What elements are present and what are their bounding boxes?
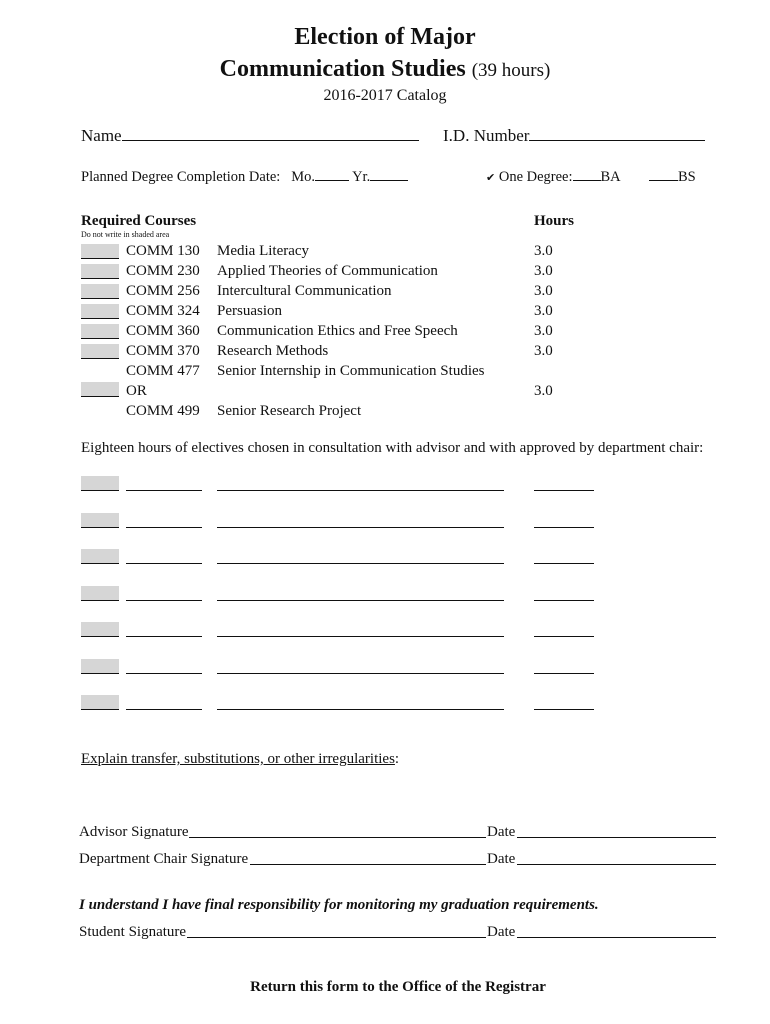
advisor-signature-field[interactable] (189, 837, 486, 838)
catalog-year: 2016-2017 Catalog (323, 87, 447, 104)
elective-title-field[interactable] (217, 709, 504, 710)
shaded-box (81, 513, 119, 528)
course-title: Research Methods (217, 343, 329, 359)
elective-title-field[interactable] (217, 636, 504, 637)
course-code: COMM 256 (126, 283, 200, 299)
elective-title-field[interactable] (217, 490, 504, 491)
degree-row (486, 168, 621, 186)
student-date-field[interactable] (517, 937, 716, 938)
id-row (443, 126, 705, 146)
course-code: COMM 130 (126, 243, 200, 259)
bs-label: BS (678, 169, 696, 185)
course-hours: 3.0 (534, 343, 553, 359)
course-code: COMM 360 (126, 323, 200, 339)
course-hours: 3.0 (534, 283, 553, 299)
course-title: Intercultural Communication (217, 283, 392, 299)
course-hours: 3.0 (534, 243, 553, 259)
course-code: COMM 230 (126, 263, 200, 279)
bs-row (649, 168, 696, 186)
chair-signature-field[interactable] (250, 864, 486, 865)
name-field[interactable] (122, 126, 419, 141)
shaded-box (81, 476, 119, 491)
date-label: Date (487, 924, 516, 940)
form-subtitle (0, 56, 770, 83)
elective-code-field[interactable] (126, 490, 202, 491)
course-code: COMM 370 (126, 343, 200, 359)
shaded-box (81, 324, 119, 339)
shaded-note: Do not write in shaded area (81, 230, 170, 239)
elective-code-field[interactable] (126, 709, 202, 710)
shaded-box (81, 344, 119, 359)
or-label: OR (126, 383, 147, 399)
elective-title-field[interactable] (217, 600, 504, 601)
elective-hours-field[interactable] (534, 636, 594, 637)
shaded-box (81, 549, 119, 564)
elective-code-field[interactable] (126, 600, 202, 601)
ba-label: BA (600, 169, 621, 185)
shaded-box (81, 586, 119, 601)
course-code: COMM 324 (126, 303, 200, 319)
elective-hours-field[interactable] (534, 709, 594, 710)
check-icon: ✔ (486, 172, 496, 184)
course-hours: 3.0 (534, 263, 553, 279)
shaded-box (81, 659, 119, 674)
elective-code-field[interactable] (126, 527, 202, 528)
year-label: Yr. (352, 169, 371, 185)
shaded-box (81, 244, 119, 259)
advisor-date-field[interactable] (517, 837, 716, 838)
shaded-box (81, 382, 119, 397)
month-field[interactable] (315, 168, 349, 181)
bs-field[interactable] (649, 168, 678, 181)
id-label: I.D. Number (443, 126, 530, 145)
course-title: Communication Ethics and Free Speech (217, 323, 458, 339)
electives-instructions: Eighteen hours of electives chosen in consultation with advisor and with approved by department chair: (81, 440, 704, 456)
elective-hours-field[interactable] (534, 673, 594, 674)
course-title: Persuasion (217, 303, 282, 319)
hours-heading: Hours (534, 213, 575, 229)
shaded-box (81, 284, 119, 299)
chair-signature-label: Department Chair Signature (79, 851, 249, 867)
irregularities-label: Explain transfer, substitutions, or other irregularities (81, 751, 395, 767)
elective-code-field[interactable] (126, 563, 202, 564)
student-signature-field[interactable] (187, 937, 486, 938)
elective-title-field[interactable] (217, 673, 504, 674)
required-courses-heading: Required Courses (81, 213, 197, 229)
elective-hours-field[interactable] (534, 600, 594, 601)
course-hours: 3.0 (534, 303, 553, 319)
year-field[interactable] (370, 168, 408, 181)
course-code: COMM 499 (126, 403, 200, 419)
major-name: Communication Studies (219, 56, 466, 82)
shaded-box (81, 264, 119, 279)
course-code: COMM 477 (126, 363, 200, 379)
id-number-field[interactable] (529, 126, 705, 141)
ba-field[interactable] (573, 168, 601, 181)
elective-title-field[interactable] (217, 563, 504, 564)
student-signature-label: Student Signature (79, 924, 187, 940)
course-title: Senior Internship in Communication Studies (217, 363, 485, 379)
elective-title-field[interactable] (217, 527, 504, 528)
shaded-box (81, 304, 119, 319)
name-label: Name (81, 126, 122, 145)
month-label: Mo. (291, 169, 315, 185)
acknowledgement-text: I understand I have final responsibility for monitoring my graduation requirements. (79, 897, 599, 913)
elective-code-field[interactable] (126, 636, 202, 637)
course-hours: 3.0 (534, 383, 553, 399)
elective-hours-field[interactable] (534, 527, 594, 528)
one-degree-label: One Degree: (498, 169, 573, 185)
major-hours: (39 hours) (471, 60, 551, 81)
shaded-box (81, 622, 119, 637)
elective-hours-field[interactable] (534, 490, 594, 491)
course-title: Senior Research Project (217, 403, 362, 419)
shaded-box (81, 695, 119, 710)
completion-row (81, 168, 408, 186)
name-row (81, 126, 419, 146)
elective-hours-field[interactable] (534, 563, 594, 564)
course-title: Media Literacy (217, 243, 310, 259)
chair-date-field[interactable] (517, 864, 716, 865)
irregularities-row: Explain transfer, substitutions, or other irregularities: (81, 751, 400, 767)
return-instructions: Return this form to the Office of the Registrar (250, 979, 546, 995)
date-label: Date (487, 851, 516, 867)
form-title: Election of Major (294, 24, 476, 50)
elective-code-field[interactable] (126, 673, 202, 674)
course-title: Applied Theories of Communication (217, 263, 438, 279)
date-label: Date (487, 824, 516, 840)
advisor-signature-label: Advisor Signature (79, 824, 189, 840)
completion-label: Planned Degree Completion Date: (81, 169, 281, 185)
course-hours: 3.0 (534, 323, 553, 339)
